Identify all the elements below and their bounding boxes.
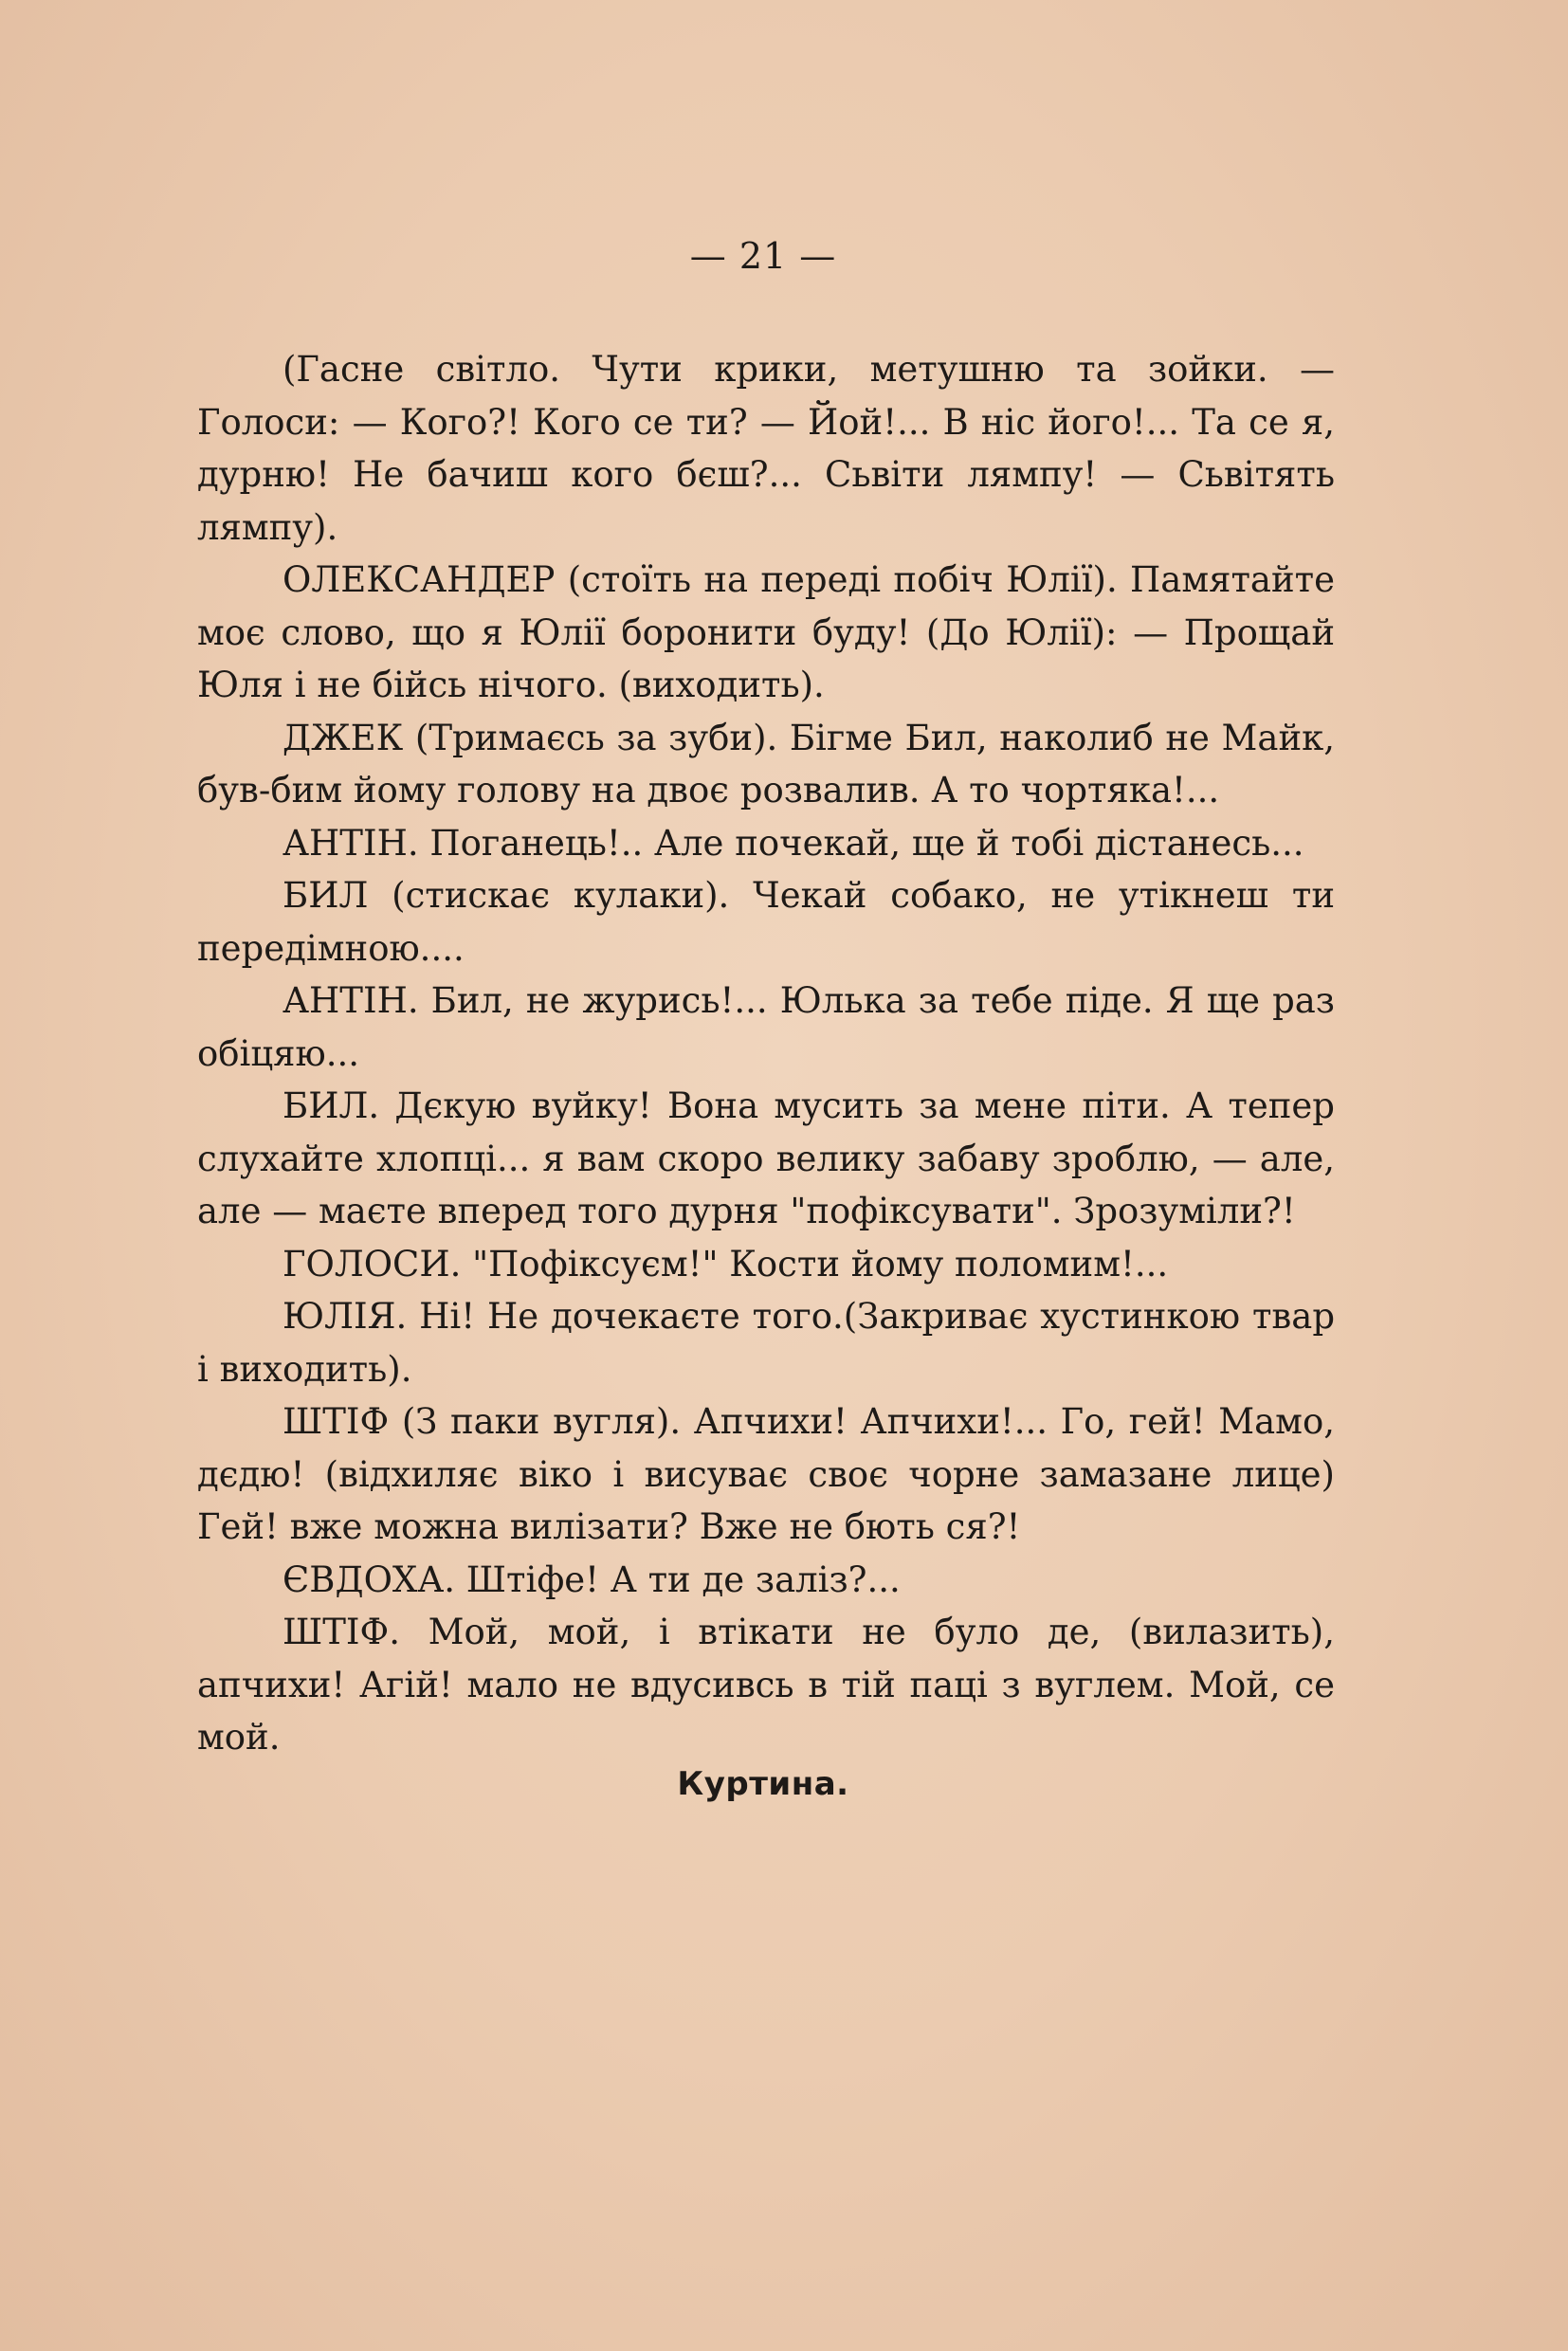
- stage-direction: (Гасне світло. Чути крики, метушню та зойки. — Голоси: — Кого?! Кого се ти? — Йой!... В ніс його!... Та се я, дурню! Не бачиш кого бєш?... Сьвіти лямпу! — Сьвітять лямпу).: [197, 349, 1335, 548]
- dialogue-line: АНТІН. Бил, не журись!... Юлька за тебе піде. Я ще раз обіцяю...: [197, 980, 1335, 1074]
- dialogue-line: ЮЛІЯ. Ні! Не дочекаєте того.(Закриває хустинкою твар і виходить).: [197, 1296, 1335, 1390]
- dialogue-line: ЄВДОХА. Штіфе! А ти де заліз?...: [283, 1558, 901, 1600]
- dialogue-line: ОЛЕКСАНДЕР (стоїть на переді побіч Юлії). Памятайте моє слово, що я Юлії боронити буду! (До Юлії): — Прощай Юля і не бійсь нічого. (виходить).: [197, 559, 1335, 705]
- dialogue-line: БИЛ. Дєкую вуйку! Вона мусить за мене піти. А тепер слухайте хлопці... я вам скоро велику забаву зроблю, — але, але — маєте вперед того дурня "пофіксувати". Зрозуміли?!: [197, 1085, 1335, 1231]
- dialogue-line: ГОЛОСИ. "Пофіксуєм!" Кости йому поломим!...: [283, 1243, 1169, 1285]
- page-number: — 21 —: [689, 235, 837, 277]
- dialogue-line: БИЛ (стискає кулаки). Чекай собако, не утікнеш ти передімною....: [197, 875, 1335, 969]
- dialogue-line: ШТІФ (З паки вугля). Апчихи! Апчихи!... Го, гей! Мамо, дєдю! (відхиляє віко і висуває своє чорне замазане лице) Гей! вже можна вилізати? Вже не бють ся?!: [197, 1401, 1335, 1547]
- dialogue-line: АНТІН. Поганець!.. Але почекай, ще й тобі дістанесь...: [283, 822, 1304, 864]
- dialogue-line: ШТІФ. Мой, мой, і втікати не було де, (вилазить), апчихи! Агій! мало не вдусивсь в тій паці з вуглем. Мой, се мой.: [197, 1612, 1335, 1758]
- dialogue-line: ДЖЕК (Тримаєсь за зуби). Бігме Бил, наколиб не Майк, був-бим йому голову на двоє розвалив. А то чортяка!...: [197, 717, 1335, 811]
- play-text: [197, 343, 1335, 1764]
- curtain-heading: Куртина.: [677, 1765, 849, 1803]
